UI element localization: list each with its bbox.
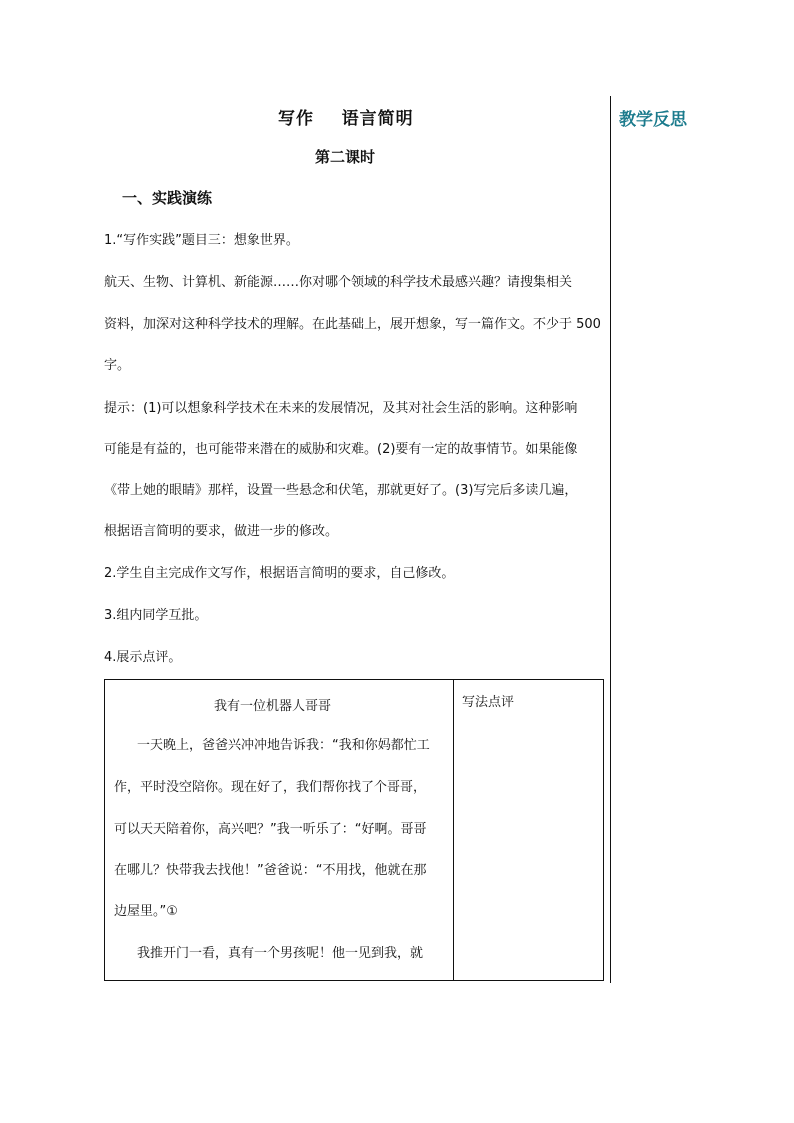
hint-line: 可能是有益的，也可能带来潜在的威胁和灾难。(2)要有一定的故事情节。如果能像 — [104, 442, 578, 457]
page-title: 写作 语言简明 — [278, 109, 414, 129]
item-4: 4.展示点评。 — [104, 650, 182, 665]
essay-line: 在哪儿？快带我去找他！”爸爸说：“不用找，他就在那 — [114, 863, 427, 878]
hint-line: 提示：(1)可以想象科学技术在未来的发展情况，及其对社会生活的影响。这种影响 — [104, 401, 578, 416]
prompt-line: 航天、生物、计算机、新能源……你对哪个领域的科学技术最感兴趣？请搜集相关 — [104, 275, 573, 290]
hint-line: 根据语言简明的要求，做进一步的修改。 — [104, 524, 339, 539]
table-column-divider — [453, 679, 454, 981]
prompt-line: 资料，加深对这种科学技术的理解。在此基础上，展开想象，写一篇作文。不少于 500 — [104, 317, 601, 332]
hint-line: 《带上她的眼睛》那样，设置一些悬念和伏笔，那就更好了。(3)写完后多读几遍， — [104, 483, 578, 498]
teaching-reflection-heading: 教学反思 — [619, 110, 687, 130]
section-heading: 一、实践演练 — [122, 189, 213, 207]
lesson-subtitle: 第二课时 — [315, 148, 376, 166]
essay-line: 一天晚上，爸爸兴冲冲地告诉我：“我和你妈都忙工 — [137, 738, 430, 753]
item-1: 1.“写作实践”题目三：想象世界。 — [104, 233, 299, 248]
column-divider — [610, 96, 611, 983]
essay-line: 作，平时没空陪你。现在好了，我们帮你找了个哥哥， — [114, 780, 427, 795]
essay-line: 可以天天陪着你，高兴吧？”我一听乐了：“好啊。哥哥 — [114, 822, 427, 837]
prompt-line: 字。 — [104, 358, 131, 373]
essay-line: 边屋里。”① — [114, 904, 178, 919]
item-3: 3.组内同学互批。 — [104, 608, 208, 623]
essay-line: 我推开门一看，真有一个男孩呢！他一见到我，就 — [137, 946, 424, 961]
critique-header: 写法点评 — [462, 695, 515, 710]
item-2: 2.学生自主完成作文写作，根据语言简明的要求，自己修改。 — [104, 566, 455, 581]
essay-title: 我有一位机器人哥哥 — [214, 699, 332, 714]
